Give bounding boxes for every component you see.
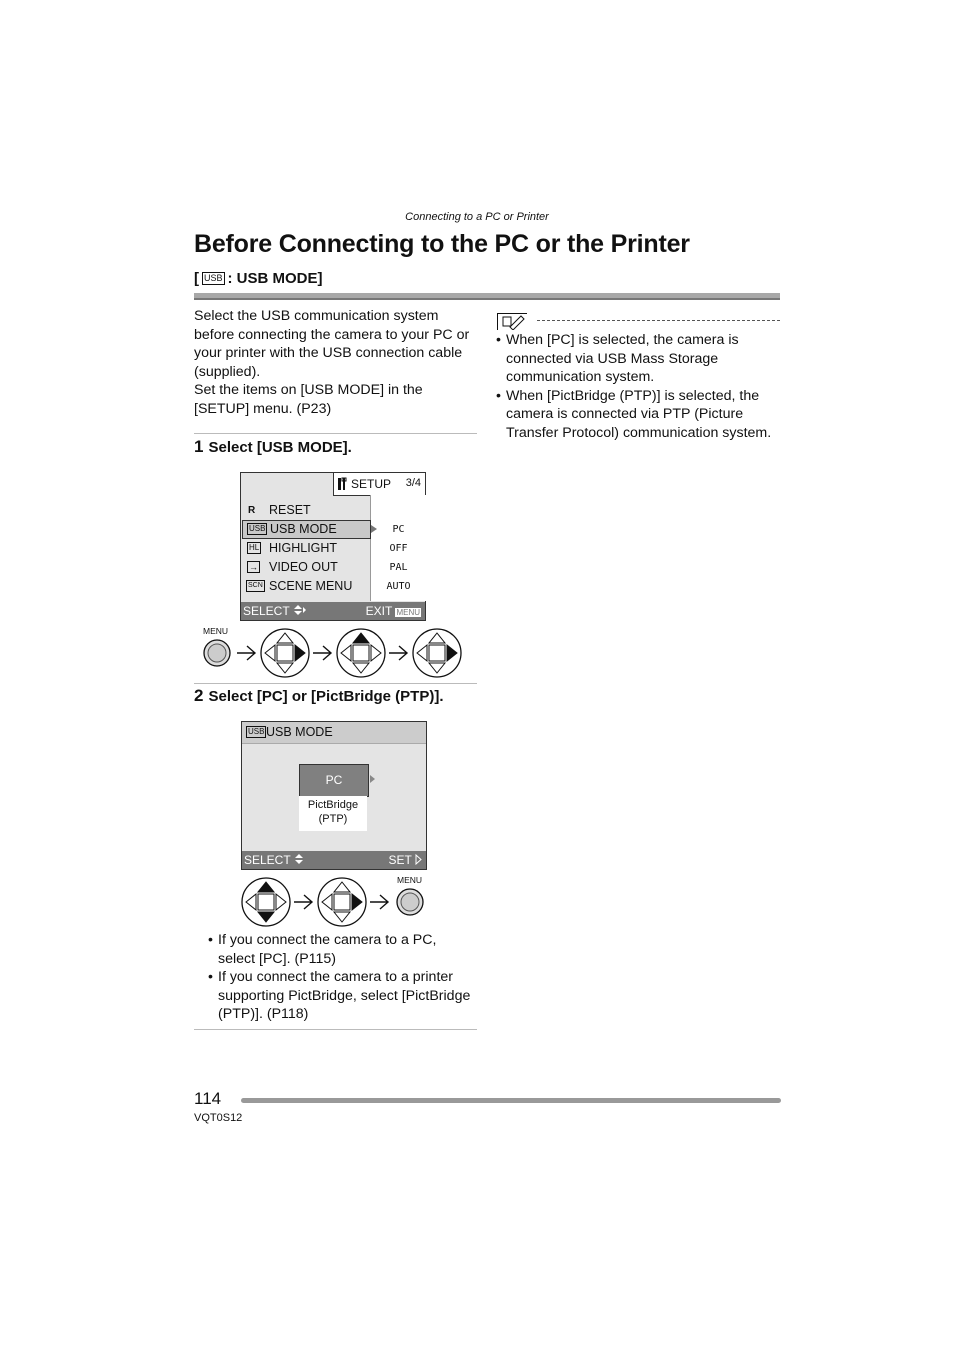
page-title: Before Connecting to the PC or the Printer xyxy=(194,230,690,258)
arrow-right-icon xyxy=(369,774,377,784)
option-pictbridge[interactable] xyxy=(299,796,367,831)
option-value: PAL xyxy=(389,562,408,573)
menu-item-highlight[interactable] xyxy=(242,540,369,558)
usb-mode-title: USB MODE xyxy=(266,725,333,739)
menu-button-label: MENU xyxy=(397,875,423,885)
list-item: • If you connect the camera to a printer supporting PictBridge, select [PictBridge (PTP)]. (P118) xyxy=(206,968,476,1024)
divider xyxy=(194,683,477,684)
usb-icon: USB xyxy=(204,273,223,283)
button-sequence-1 xyxy=(200,626,466,680)
step-number: 1 xyxy=(194,437,204,456)
menu-item-label: SCENE MENU xyxy=(269,579,353,593)
notes xyxy=(494,331,784,442)
step-2 xyxy=(194,686,444,706)
select-label: SELECT xyxy=(244,853,291,867)
usb-icon: USB xyxy=(249,524,266,533)
menu-item-label: RESET xyxy=(269,503,311,517)
intro-text xyxy=(194,307,479,418)
set-label: SET xyxy=(388,853,412,867)
step-number: 2 xyxy=(194,686,204,705)
page-subtitle xyxy=(194,270,323,287)
page-number: 114 xyxy=(194,1089,222,1108)
usb-icon: USB xyxy=(248,727,265,736)
option-value: AUTO xyxy=(386,581,411,592)
footer-rule xyxy=(241,1098,781,1103)
page-indicator: 3/4 xyxy=(405,477,421,489)
header-rule xyxy=(194,293,780,300)
step-text: Select [USB MODE]. xyxy=(208,439,352,456)
up-down-icon xyxy=(294,853,304,865)
options-column xyxy=(370,495,426,601)
screen-footer xyxy=(242,851,426,869)
setup-menu-screen xyxy=(240,472,426,621)
menu-item-video-out[interactable] xyxy=(242,559,369,577)
select-arrows-icon xyxy=(293,604,307,616)
arrow-right-icon xyxy=(370,524,378,534)
menu-icon: MENU xyxy=(396,608,420,617)
option-pictbridge-label: PictBridge (PTP) xyxy=(307,799,359,825)
intro-paragraph: Set the items on [USB MODE] in the [SETUP] menu. (P23) xyxy=(194,382,423,417)
footer-set-label xyxy=(389,853,422,867)
divider xyxy=(194,433,477,434)
menu-item-reset[interactable] xyxy=(242,502,369,520)
scene-icon: SCN xyxy=(246,580,265,592)
list-item: • When [PC] is selected, the camera is connected via USB Mass Storage communication system. xyxy=(494,331,784,387)
usb-mode-screen xyxy=(241,721,427,870)
exit-label: EXIT xyxy=(365,604,393,618)
note-icon xyxy=(497,313,527,330)
option-value: PC xyxy=(392,524,405,535)
note-dashed-rule xyxy=(537,320,780,321)
setup-tab xyxy=(333,473,425,496)
select-label: SELECT xyxy=(243,604,290,618)
option-value: OFF xyxy=(389,543,408,554)
list-item: • If you connect the camera to a PC, select [PC]. (P115) xyxy=(206,931,476,968)
menu-button-label: MENU xyxy=(203,626,229,636)
arrow-right-icon xyxy=(415,854,422,865)
menu-item-scene-menu[interactable] xyxy=(242,578,369,596)
divider xyxy=(194,1029,477,1030)
wrench-icon xyxy=(337,477,349,491)
footer-select-label xyxy=(244,853,304,867)
list-item: • When [PictBridge (PTP)] is selected, the camera is connected via PTP (Picture Transfer Protocol) communication system. xyxy=(494,387,784,443)
button-sequence-2 xyxy=(240,876,430,928)
subtitle-bracket: [ xyxy=(194,270,199,287)
model-code: VQT0S12 xyxy=(194,1112,243,1124)
highlight-icon: HL xyxy=(249,543,260,552)
intro-paragraph: Select the USB communication system before connecting the camera to your PC or your printer with the USB connection cable (supplied). xyxy=(194,308,470,380)
menu-item-usb-mode[interactable] xyxy=(242,520,371,539)
step-text: Select [PC] or [PictBridge (PTP)]. xyxy=(208,688,444,705)
option-pc[interactable]: PC xyxy=(299,764,369,797)
reset-icon: R xyxy=(248,505,256,516)
step2-bullets xyxy=(206,931,476,1024)
screen-footer xyxy=(241,602,425,620)
video-out-icon: → xyxy=(249,562,258,572)
menu-item-label: USB MODE xyxy=(270,522,337,536)
usb-mode-header xyxy=(242,722,426,744)
subtitle-text: : USB MODE] xyxy=(227,270,323,287)
menu-item-label: VIDEO OUT xyxy=(269,560,338,574)
footer-select-label xyxy=(243,604,307,618)
setup-tab-label: SETUP xyxy=(351,477,392,491)
step-1 xyxy=(194,437,352,457)
section-header: Connecting to a PC or Printer xyxy=(405,211,549,223)
footer-exit-label xyxy=(366,604,421,618)
menu-item-label: HIGHLIGHT xyxy=(269,541,338,555)
